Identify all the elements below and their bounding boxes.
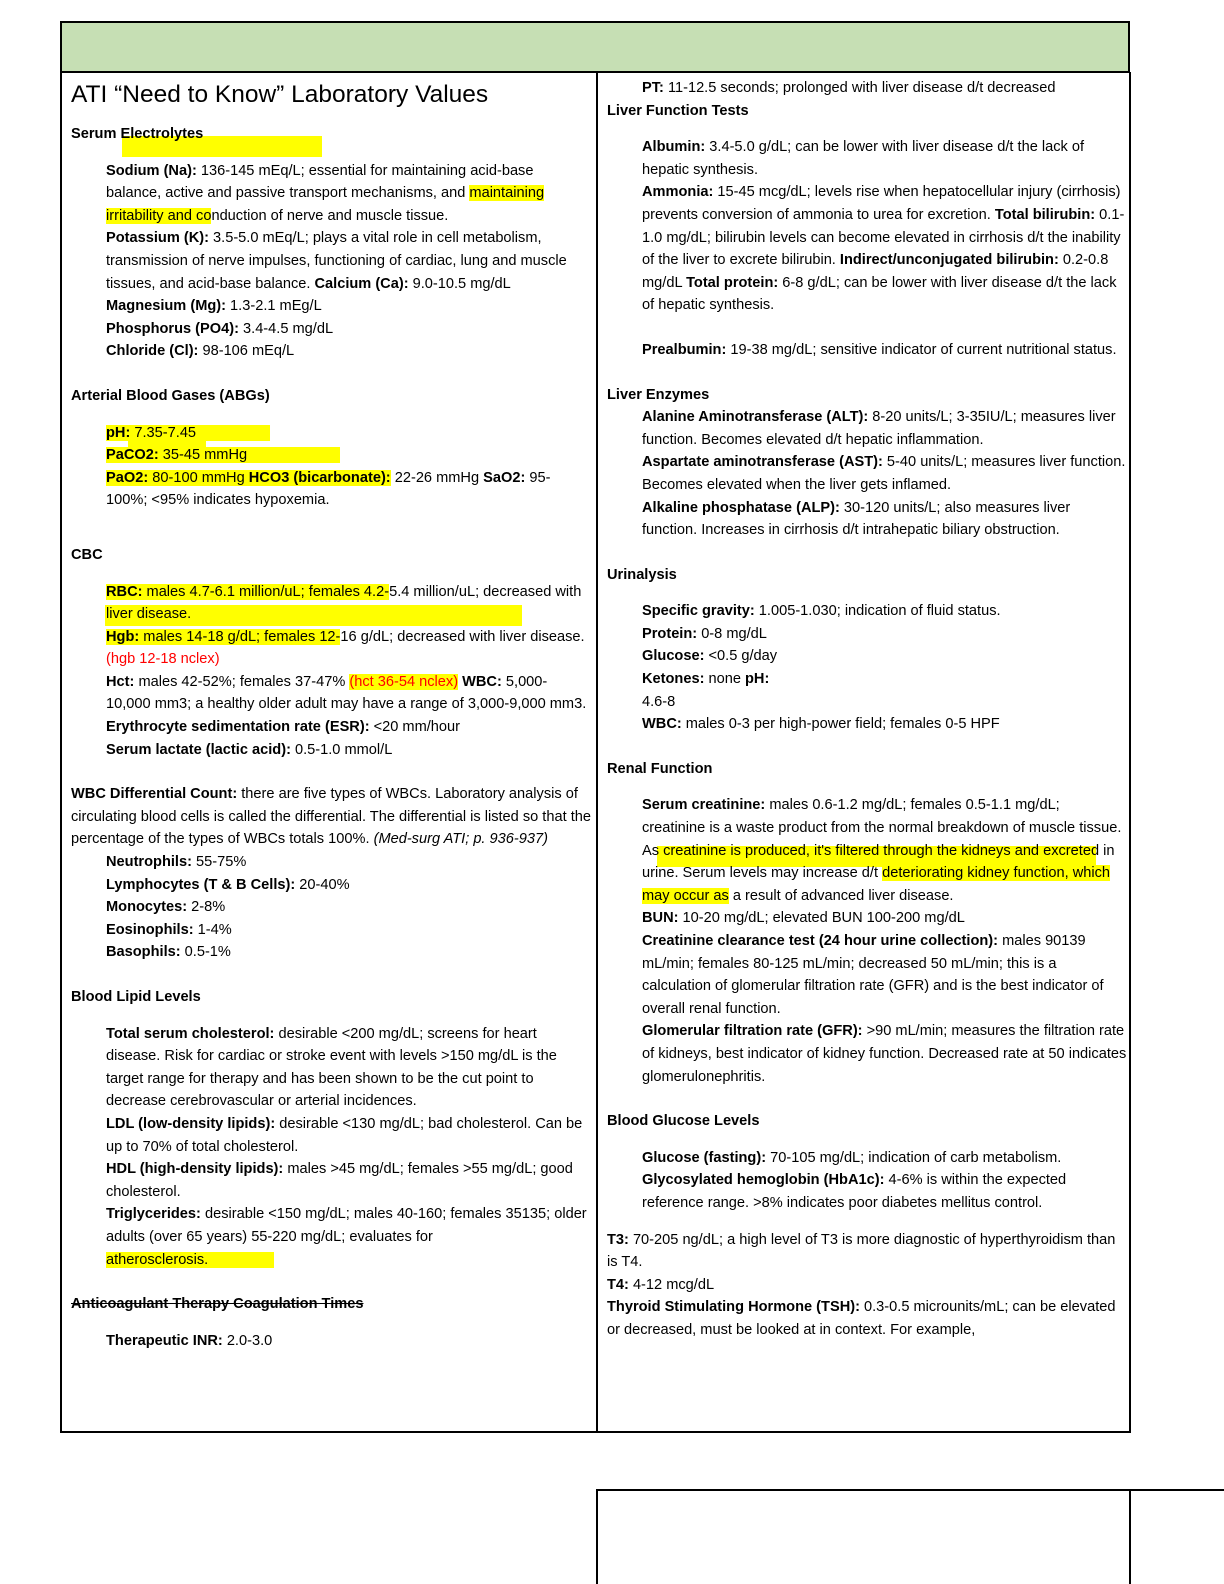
esr-label: Erythrocyte sedimentation rate (ESR): [106, 719, 370, 736]
serum-electrolytes-list [71, 160, 591, 363]
monocytes-text: 2-8% [187, 899, 226, 916]
total-protein-label: Total protein: [686, 274, 779, 291]
urine-ph-text: 4.6-8 [642, 693, 676, 710]
esr-entry [106, 716, 591, 739]
triglycerides-label: Triglycerides: [106, 1206, 201, 1223]
urinalysis-list [607, 600, 1127, 736]
wbc-differential-entry [71, 783, 591, 851]
eosinophils-label: Eosinophils: [106, 921, 194, 938]
fasting-glucose-text: 70-105 mg/dL; indication of carb metabolism. [766, 1149, 1062, 1166]
urine-glucose-entry [642, 645, 1127, 668]
hgb-nclex-note: (hgb 12-18 nclex) [106, 651, 220, 668]
specific-gravity-text: 1.005-1.030; indication of fluid status. [754, 603, 1001, 620]
bun-label: BUN: [642, 910, 679, 927]
alt-label: Alanine Aminotransferase (ALT): [642, 409, 869, 426]
urine-wbc-text: males 0-3 per high-power field; females 0-5 HPF [681, 716, 1000, 733]
fasting-glucose-entry [642, 1147, 1127, 1170]
hdl-entry [106, 1158, 591, 1203]
alp-label: Alkaline phosphatase (ALP): [642, 499, 840, 516]
alt-entry [642, 406, 1127, 451]
hba1c-entry [642, 1169, 1127, 1214]
eosinophils-entry [106, 919, 591, 942]
triglycerides-highlight: atherosclerosis. [106, 1252, 274, 1268]
creatinine-clearance-text: males 90139 mL/min; females 80-125 mL/min; decreased 50 mL/min; this is a calculation of glomerular filtration rate (GFR) and is the best indicator of overall renal function. [642, 933, 1104, 1017]
potassium-label: Potassium (K): [106, 230, 209, 247]
magnesium-text: 1.3-2.1 mEg/L [226, 298, 322, 315]
frame-bottom-line [60, 1431, 1131, 1433]
rbc-label: RBC: [106, 583, 143, 600]
total-bilirubin-text: 0.1-1.0 mg/dL; bilirubin levels can become elevated in cirrhosis d/t the inability of the liver to excrete bilirubin. [642, 206, 1125, 269]
creatinine-text: males 0.6-1.2 mg/dL; females 0.5-1.1 mg/dL; creatinine is a waste product from the normal breakdown of muscle tissue. As creatinine is produced, it's filtered through the kidneys and excreted in urine. Serum levels may increase d/t [642, 797, 1122, 882]
bun-text: 10-20 mg/dL; elevated BUN 100-200 mg/dL [678, 910, 965, 927]
creatinine-highlight: deteriorating kidney function, which may occur as [642, 865, 1111, 904]
prealbumin-entry [642, 339, 1127, 362]
pao2-label: PaO2: [106, 469, 149, 486]
cholesterol-text: desirable <200 mg/dL; screens for heart disease. Risk for cardiac or stroke event with levels >150 mg/dL is the target range for therapy and has been shown to be the cut point to decrease cerebrovascular or arterial incidences. [106, 1025, 557, 1110]
ketones-text: none [704, 671, 746, 688]
calcium-text: 9.0-10.5 mg/dL [408, 275, 511, 292]
cbc-list [71, 581, 591, 762]
cholesterol-entry [106, 1023, 591, 1113]
t4-label: T4: [607, 1276, 629, 1293]
specific-gravity-entry [642, 600, 1127, 623]
neutrophils-text: 55-75% [191, 854, 247, 871]
inr-label: Therapeutic INR: [106, 1332, 223, 1349]
section-heading-serum: Serum Electrolytes [71, 126, 204, 142]
pao2-entry [106, 467, 591, 512]
section-heading-cbc: CBC [71, 546, 103, 563]
section-heading-anticoagulant: Anticoagulant Therapy Coagulation Times [71, 1296, 364, 1313]
pao2-text: 80-100 mmHg [148, 469, 249, 486]
inr-text: 2.0-3.0 [222, 1332, 273, 1349]
sao2-text: 95-100%; <95% indicates hypoxemia. [106, 469, 551, 509]
lipid-list [71, 1023, 591, 1272]
ldl-text: desirable <130 mg/dL; bad cholesterol. Can be up to 70% of total cholesterol. [106, 1115, 583, 1155]
phosphorus-text: 3.4-4.5 mg/dL [238, 320, 334, 337]
right-column [607, 77, 1127, 1342]
ph-label: pH: [106, 424, 131, 441]
frame-middle-line [596, 72, 598, 1432]
magnesium-label: Magnesium (Mg): [106, 298, 226, 315]
abg-list [71, 422, 591, 512]
ast-entry [642, 451, 1127, 496]
ph-entry [106, 422, 591, 445]
section-heading-renal: Renal Function [607, 760, 713, 777]
section-heading-blood-glucose: Blood Glucose Levels [607, 1113, 760, 1130]
lymphocytes-label: Lymphocytes (T & B Cells): [106, 876, 296, 893]
section-heading-urinalysis: Urinalysis [607, 566, 677, 583]
hba1c-label: Glycosylated hemoglobin (HbA1c): [642, 1172, 885, 1189]
creatinine-entry [642, 794, 1127, 907]
section-heading-abg: Arterial Blood Gases (ABGs) [71, 387, 270, 404]
ammonia-text: 15-45 mcg/dL; levels rise when hepatocellular injury (cirrhosis) prevents conversion of ammonia to urea for excretion. [642, 184, 1121, 223]
indirect-bilirubin-label: Indirect/unconjugated bilirubin: [839, 252, 1059, 269]
hgb-text: 16 g/dL; decreased with liver disease. [340, 628, 585, 645]
phosphorus-label: Phosphorus (PO4): [106, 320, 239, 337]
hgb-label: Hgb: [106, 628, 140, 645]
hct-label: Hct: [106, 673, 135, 690]
eosinophils-text: 1-4% [193, 921, 232, 938]
hdl-label: HDL (high-density lipids): [106, 1161, 284, 1178]
basophils-entry [106, 941, 591, 964]
alt-text: 8-20 units/L; 3-35IU/L; measures liver function. Becomes elevated d/t hepatic inflammation. [642, 409, 1116, 448]
ph-text: 7.35-7.45 [130, 424, 197, 441]
urine-protein-label: Protein: [642, 625, 698, 642]
creatinine-label: Serum creatinine: [642, 797, 766, 814]
tsh-text: 0.3-0.5 microunits/mL; can be elevated or decreased, must be looked at in context. For example, [607, 1299, 1116, 1338]
urine-ph-label: pH: [745, 671, 770, 688]
wbc-differential-list [71, 851, 591, 964]
footer-box-divider [1129, 1489, 1131, 1584]
liver-enzymes-list [607, 406, 1127, 542]
creatinine-text-end: a result of advanced liver disease. [728, 887, 954, 904]
ketones-label: Ketones: [642, 671, 705, 688]
specific-gravity-label: Specific gravity: [642, 603, 755, 620]
urine-wbc-entry [642, 713, 1127, 736]
sodium-label: Sodium (Na): [106, 162, 197, 179]
potassium-text: 3.5-5.0 mEq/L; plays a vital role in cell metabolism, transmission of nerve impulses, functioning of cardiac, lung and muscle tissues, and acid-base balance. [106, 230, 567, 292]
hgb-entry [106, 626, 591, 671]
hco3-text: 22-26 mmHg [390, 469, 484, 486]
urine-glucose-label: Glucose: [642, 648, 705, 665]
basophils-text: 0.5-1% [180, 944, 231, 961]
section-heading-liver-enzymes: Liver Enzymes [607, 386, 710, 403]
blood-glucose-list [607, 1147, 1127, 1215]
cholesterol-label: Total serum cholesterol: [106, 1025, 275, 1042]
rbc-highlight: males 4.7-6.1 million/uL; females 4.2- [142, 583, 390, 600]
hba1c-text: 4-6% is within the expected reference range. >8% indicates poor diabetes mellitus control. [642, 1172, 1067, 1211]
inr-entry [106, 1330, 591, 1353]
lactate-label: Serum lactate (lactic acid): [106, 741, 291, 758]
monocytes-entry [106, 896, 591, 919]
basophils-label: Basophils: [106, 944, 181, 961]
prealbumin-text: 19-38 mg/dL; sensitive indicator of current nutritional status. [726, 341, 1117, 358]
hct-text: males 42-52%; females 37-47% [134, 673, 350, 690]
neutrophils-entry [106, 851, 591, 874]
lactate-entry [106, 739, 591, 762]
bun-entry [642, 907, 1127, 930]
rbc-text: 5.4 million/uL; decreased with liver disease. [106, 583, 582, 623]
triglycerides-entry [106, 1203, 591, 1271]
t3-label: T3: [607, 1231, 629, 1248]
frame-left-line [60, 72, 62, 1432]
total-protein-text: 6-8 g/dL; can be lower with liver disease d/t the lack of hepatic synthesis. [642, 274, 1117, 314]
sodium-highlight: maintaining irritability and co [106, 185, 545, 224]
t3-entry [607, 1229, 1127, 1274]
indirect-bilirubin-text: 0.2-0.8 mg/dL [642, 252, 1109, 291]
neutrophils-label: Neutrophils: [106, 854, 192, 871]
urine-protein-text: 0-8 mg/dL [697, 625, 767, 642]
renal-list [607, 794, 1127, 1088]
lft-list [607, 136, 1127, 361]
prealbumin-label: Prealbumin: [642, 341, 727, 358]
wbc-text: 5,000-10,000 mm3; a healthy older adult may have a range of 3,000-9,000 mm3. [106, 673, 587, 713]
ammonia-entry [642, 181, 1127, 317]
paco2-text: 35-45 mmHg [158, 447, 248, 464]
lactate-text: 0.5-1.0 mmol/L [290, 741, 393, 758]
potassium-entry [106, 227, 591, 295]
sodium-entry [106, 160, 591, 228]
total-bilirubin-label: Total bilirubin: [994, 206, 1096, 223]
fasting-glucose-label: Glucose (fasting): [642, 1149, 767, 1166]
ldl-label: LDL (low-density lipids): [106, 1115, 276, 1132]
ldl-entry [106, 1113, 591, 1158]
hct-nclex-note: (hct 36-54 nclex) [349, 673, 459, 690]
gfr-text: >90 mL/min; measures the filtration rate of kidneys, best indicator of kidney function. Decreased rate at 50 indicates glomerulonephritis. [642, 1023, 1127, 1085]
paco2-label: PaCO2: [106, 447, 159, 464]
section-heading-lipids: Blood Lipid Levels [71, 989, 201, 1005]
gfr-label: Glomerular filtration rate (GFR): [642, 1023, 863, 1040]
creatinine-clearance-label: Creatinine clearance test (24 hour urine collection): [642, 933, 999, 949]
pt-entry [607, 77, 1127, 100]
t3-text: 70-205 ng/dL; a high level of T3 is more diagnostic of hyperthyroidism than is T4. [607, 1231, 1116, 1271]
left-column [71, 79, 591, 1352]
t4-text: 4-12 mcg/dL [628, 1276, 715, 1293]
wbc-differential-label: WBC Differential Count: [71, 786, 238, 803]
section-heading-lft: Liver Function Tests [607, 102, 749, 119]
urine-wbc-label: WBC: [642, 716, 682, 733]
phosphorus-entry [106, 318, 591, 341]
tsh-entry [607, 1296, 1127, 1341]
paco2-entry [106, 444, 591, 467]
sodium-text: 136-145 mEq/L; essential for maintaining acid-base balance, active and passive transport mechanisms, and [106, 162, 534, 202]
hdl-text: males >45 mg/dL; females >55 mg/dL; good cholesterol. [106, 1161, 573, 1200]
sao2-label: SaO2: [483, 469, 526, 486]
t4-entry [607, 1274, 1127, 1297]
pt-label: PT: [642, 80, 664, 96]
triglycerides-text: desirable <150 mg/dL; males 40-160; females 35135; older adults (over 65 years) 55-220 mg/dL; evaluates for [106, 1206, 587, 1245]
anticoagulant-list [71, 1330, 591, 1353]
lymphocytes-text: 20-40% [295, 876, 350, 893]
magnesium-entry [106, 295, 591, 318]
ast-label: Aspartate aminotransferase (AST): [642, 454, 883, 471]
alp-text: 30-120 units/L; also measures liver function. Increases in cirrhosis d/t intrahepatic biliary obstruction. [642, 499, 1071, 539]
albumin-label: Albumin: [642, 139, 706, 156]
urine-glucose-text: <0.5 g/day [704, 648, 778, 665]
chloride-entry [106, 340, 591, 363]
chloride-label: Chloride (Cl): [106, 343, 199, 360]
esr-text: <20 mm/hour [369, 719, 461, 736]
albumin-entry [642, 136, 1127, 181]
wbc-label: WBC: [458, 673, 502, 690]
sodium-text-end: nduction of nerve and muscle tissue. [211, 207, 449, 224]
monocytes-label: Monocytes: [106, 899, 188, 916]
page-title: ATI “Need to Know” Laboratory Values [71, 81, 489, 108]
footer-box-left [596, 1489, 598, 1584]
wbc-differential-citation: (Med-surg ATI; p. 936-937) [373, 831, 548, 848]
albumin-text: 3.4-5.0 g/dL; can be lower with liver disease d/t the lack of hepatic synthesis. [642, 139, 1085, 178]
hct-entry [106, 671, 591, 716]
ast-text: 5-40 units/L; measures liver function. Becomes elevated when the liver gets inflamed. [642, 454, 1126, 493]
chloride-text: 98-106 mEq/L [198, 343, 295, 360]
rbc-entry [106, 581, 591, 626]
hco3-label: HCO3 (bicarbonate): [248, 469, 391, 486]
creatinine-clearance-entry [642, 930, 1127, 1020]
wbc-differential-text: there are five types of WBCs. Laboratory analysis of circulating blood cells is called the differential. The differential is listed so that the percentage of the types of WBCs totals 100%. [71, 786, 591, 848]
gfr-entry [642, 1020, 1127, 1088]
urine-protein-entry [642, 623, 1127, 646]
lymphocytes-entry [106, 874, 591, 897]
alp-entry [642, 497, 1127, 542]
pt-text: 11-12.5 seconds; prolonged with liver disease d/t decreased [663, 80, 1056, 96]
ammonia-label: Ammonia: [642, 184, 714, 201]
calcium-label: Calcium (Ca): [314, 275, 409, 292]
ketones-entry [642, 668, 1127, 713]
header-band [60, 21, 1130, 73]
hgb-highlight: males 14-18 g/dL; females 12- [139, 628, 341, 645]
tsh-label: Thyroid Stimulating Hormone (TSH): [607, 1299, 860, 1316]
frame-right-line [1129, 72, 1131, 1432]
